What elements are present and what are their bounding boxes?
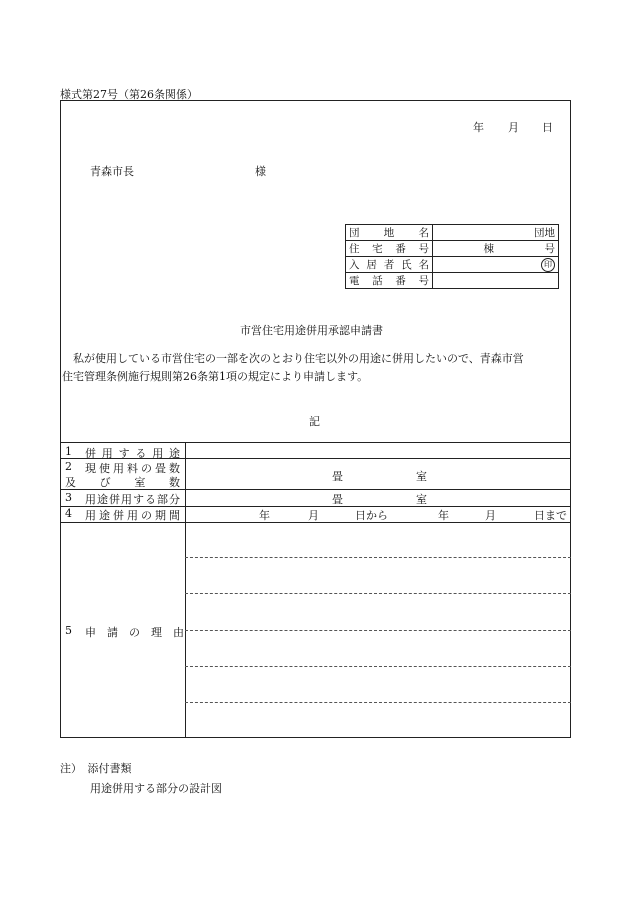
row-label: 現使用料の畳数 <box>85 462 180 475</box>
building-unit: 棟 <box>483 243 494 255</box>
row-number: 4 <box>65 507 72 520</box>
ki-heading: 記 <box>309 415 320 428</box>
info-value[interactable] <box>433 241 559 257</box>
body-line-2: 住宅管理条例施行規則第26条第1項の規定により申請します。 <box>62 370 369 383</box>
addressee-honorific: 様 <box>255 165 266 178</box>
note-item: 用途併用する部分の設計図 <box>90 782 222 795</box>
addressee-name: 青森市長 <box>90 165 134 178</box>
date-month: 月 <box>508 121 519 134</box>
row-label: 用途併用する部分 <box>85 493 180 506</box>
room-unit: 室 <box>416 470 427 483</box>
info-value[interactable] <box>433 257 559 273</box>
info-value[interactable] <box>433 273 559 289</box>
info-value[interactable]: 団地 <box>433 225 559 241</box>
period-year-from: 年 <box>259 509 270 522</box>
number-unit: 号 <box>544 243 555 255</box>
room-unit: 室 <box>416 493 427 506</box>
row-number: 5 <box>65 624 72 637</box>
seal-icon: 印 <box>541 258 555 272</box>
info-label: 住 宅 番 号 <box>346 241 433 257</box>
form-title: 市営住宅用途併用承認申請書 <box>240 324 383 337</box>
info-label: 電 話 番 号 <box>346 273 433 289</box>
tatami-unit: 畳 <box>332 493 343 506</box>
period-year-to: 年 <box>438 509 449 522</box>
info-row-resident-name <box>346 257 559 273</box>
date-day: 日 <box>542 121 553 134</box>
row-label: 併用する用途 <box>85 447 180 460</box>
row-label: 及 び 室 数 <box>65 476 180 489</box>
info-label: 入居者氏名 <box>346 257 433 273</box>
usage-field[interactable] <box>186 443 570 458</box>
period-day-to: 日まで <box>534 509 567 522</box>
period-month-from: 月 <box>308 509 319 522</box>
info-row-house-number <box>346 241 559 257</box>
period-month-to: 月 <box>485 509 496 522</box>
note-heading: 注） 添付書類 <box>60 762 132 775</box>
body-line-1: 私が使用している市営住宅の一部を次のとおり住宅以外の用途に併用したいので、青森市営 <box>62 352 524 365</box>
row-number: 3 <box>65 491 72 504</box>
applicant-info-table <box>345 224 559 289</box>
info-label: 団 地 名 <box>346 225 433 241</box>
date-year: 年 <box>473 121 484 134</box>
reason-field[interactable] <box>186 523 570 737</box>
tatami-unit: 畳 <box>332 470 343 483</box>
form-number: 様式第27号（第26条関係） <box>60 88 198 101</box>
row-label: 申 請 の 理 由 <box>85 626 184 639</box>
row-number: 2 <box>65 460 72 473</box>
info-row-phone <box>346 273 559 289</box>
info-row-danchi <box>346 225 559 241</box>
row-label: 用途併用の期間 <box>85 509 180 522</box>
row-number: 1 <box>65 445 72 458</box>
period-day-from: 日から <box>355 509 388 522</box>
